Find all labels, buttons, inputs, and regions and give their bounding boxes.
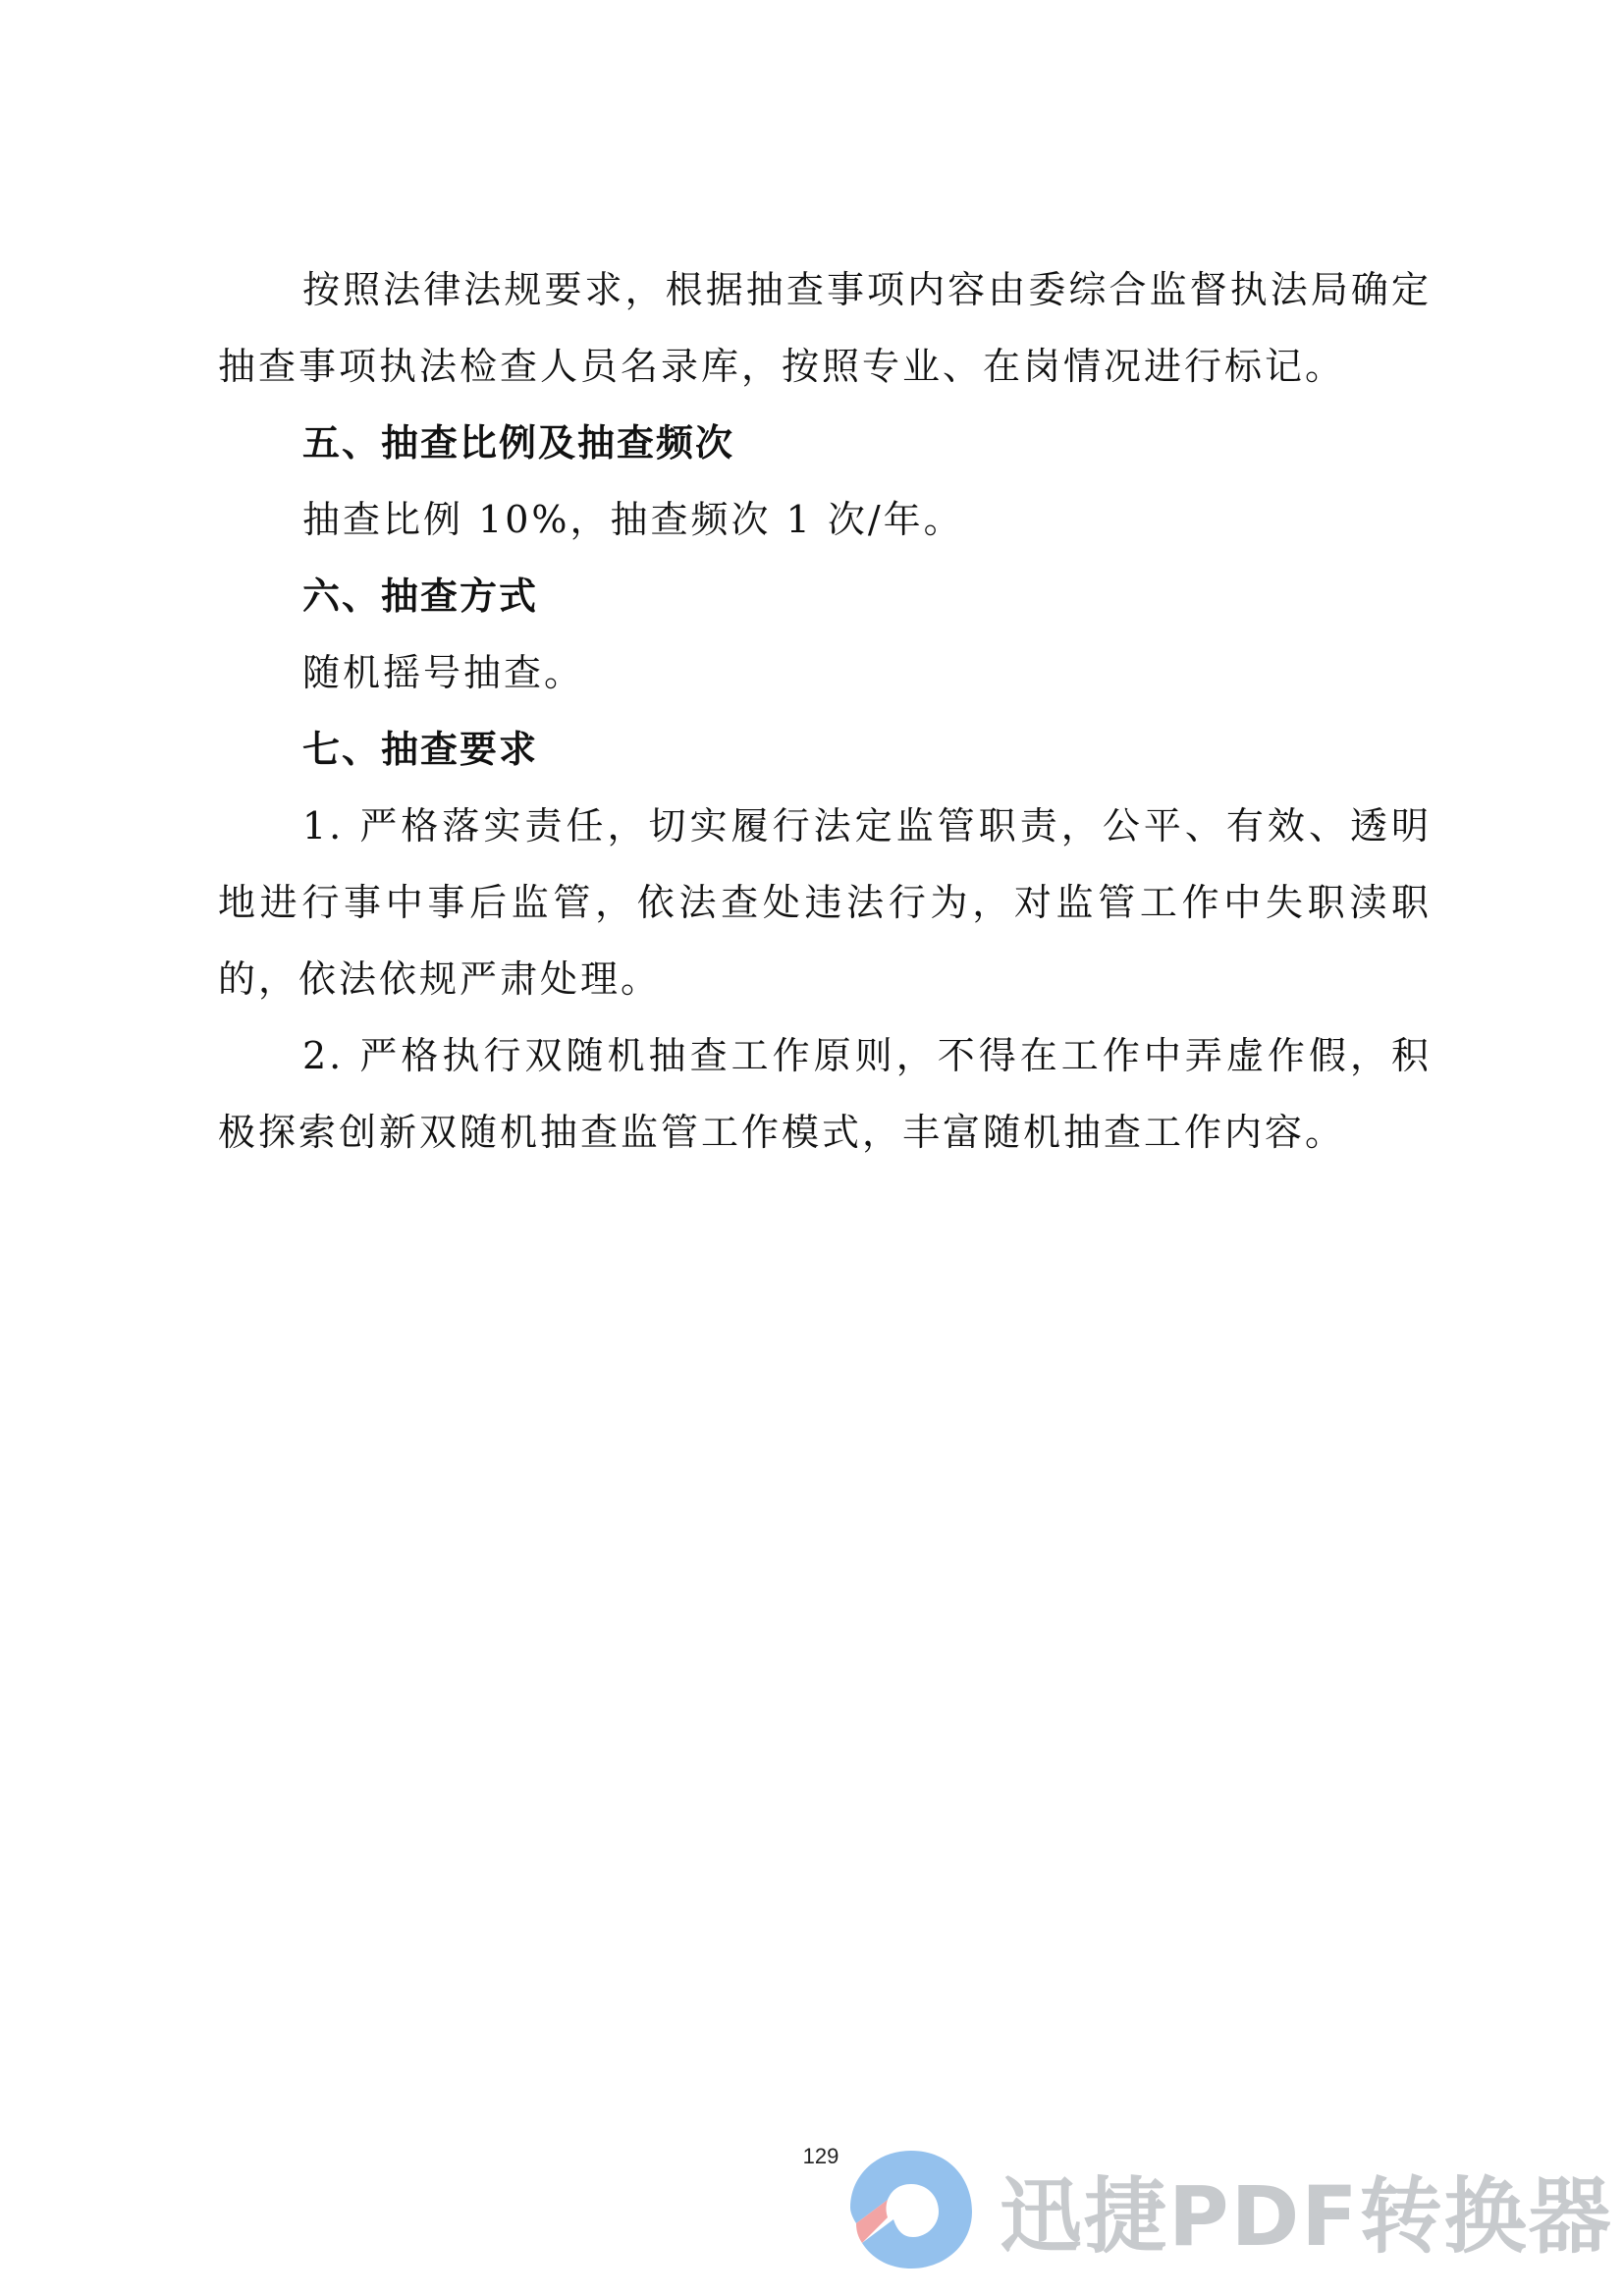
- paragraph-inspection-ratio: 抽查比例 10%，抽查频次 1 次/年。: [302, 498, 964, 541]
- xunjie-pdf-logo-icon: [842, 2141, 980, 2278]
- page-number: 129: [802, 2144, 839, 2168]
- heading-section-seven: 七、抽查要求: [302, 728, 539, 771]
- heading-section-six: 六、抽查方式: [302, 574, 539, 618]
- document-body: [218, 251, 1432, 1171]
- watermark-text: 迅捷PDF转换器: [1000, 2167, 1613, 2265]
- watermark: [842, 2136, 1613, 2283]
- heading-section-five: 五、抽查比例及抽查频次: [302, 421, 735, 465]
- paragraph-requirement-2: 2. 严格执行双随机抽查工作原则，不得在工作中弄虚作假，积极探索创新双随机抽查监管工作模式，丰富随机抽查工作内容。: [218, 1034, 1432, 1154]
- paragraph-requirement-1: 1. 严格落实责任，切实履行法定监管职责，公平、有效、透明地进行事中事后监管，依法查处违法行为，对监管工作中失职渎职的，依法依规严肃处理。: [218, 804, 1432, 1001]
- paragraph-personnel-library: 按照法律法规要求，根据抽查事项内容由委综合监督执法局确定抽查事项执法检查人员名录库，按照专业、在岗情况进行标记。: [218, 268, 1432, 388]
- paragraph-inspection-method: 随机摇号抽查。: [302, 651, 585, 694]
